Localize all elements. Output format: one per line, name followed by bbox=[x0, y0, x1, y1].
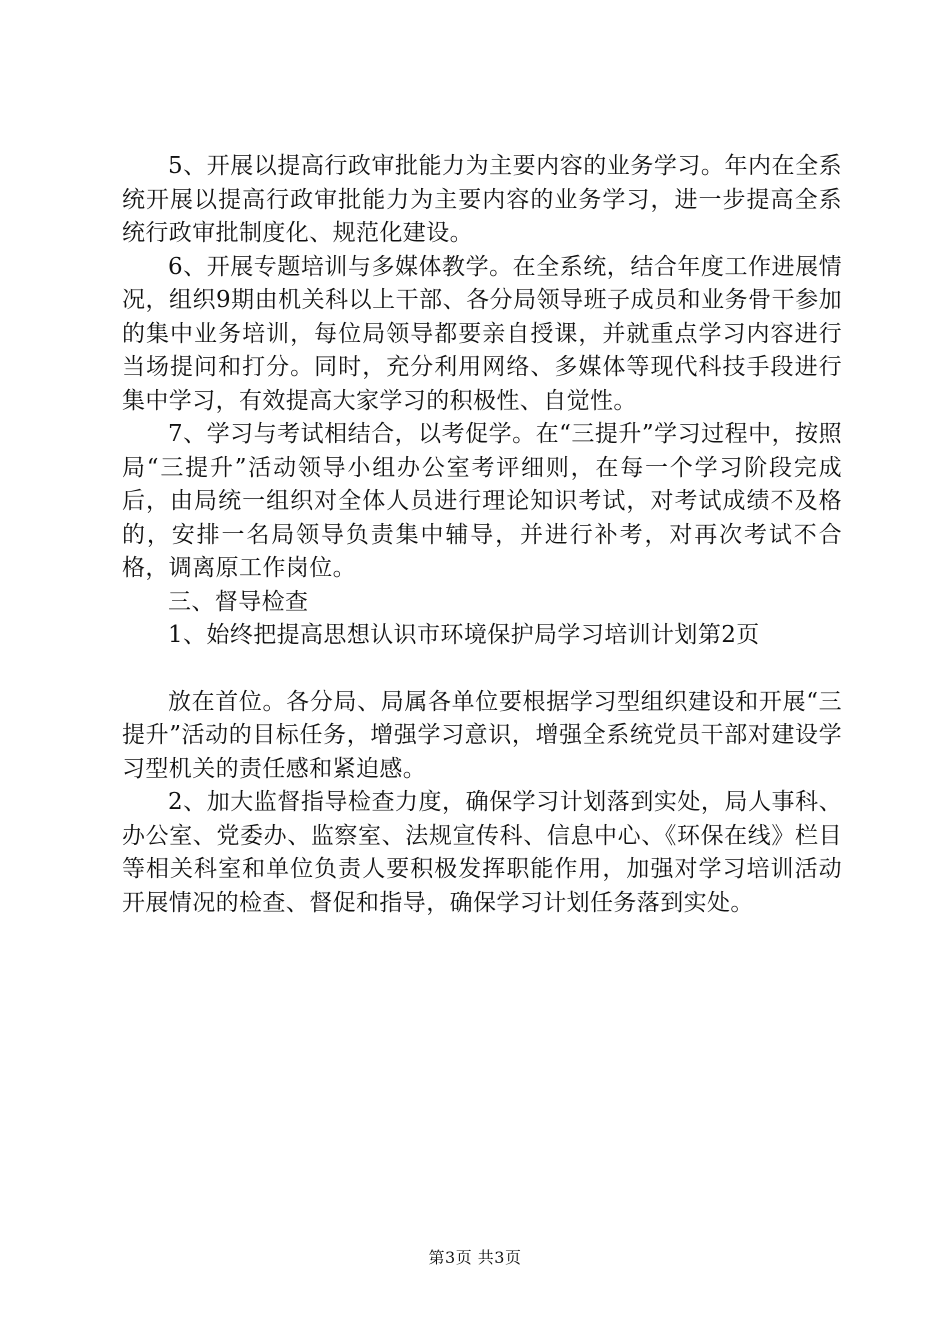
paragraph-item-7: 7、学习与考试相结合，以考促学。在“三提升”学习过程中，按照局“三提升”活动领导小组办公室考评细则，在每一个学习阶段完成后，由局统一组织对全体人员进行理论知识考试，对考试成绩不及格的，安排一名局领导负责集中辅导，并进行补考，对再次考试不合格，调离原工作岗位。 bbox=[122, 421, 842, 581]
page-footer: 第3页 共3页 bbox=[428, 1248, 522, 1267]
document-body bbox=[122, 150, 842, 920]
paragraph-supervision-2: 2、加大监督指导检查力度，确保学习计划落到实处，局人事科、办公室、党委办、监察室、法规宣传科、信息中心、《环保在线》栏目等相关科室和单位负责人要积极发挥职能作用，加强对学习培训活动开展情况的检查、督促和指导，确保学习计划任务落到实处。 bbox=[122, 789, 842, 916]
paragraph-gap bbox=[122, 653, 842, 686]
paragraph-item-6: 6、开展专题培训与多媒体教学。在全系统，结合年度工作进展情况，组织9期由机关科以上干部、各分局领导班子成员和业务骨干参加的集中业务培训，每位局领导都要亲自授课，并就重点学习内容进行当场提问和打分。同时，充分利用网络、多媒体等现代科技手段进行集中学习，有效提高大家学习的积极性、自觉性。 bbox=[122, 253, 842, 414]
paragraph-supervision-1-start: 1、始终把提高思想认识市环境保护局学习培训计划第2页 bbox=[168, 622, 760, 648]
paragraph-supervision-1-continued: 放在首位。各分局、局属各单位要根据学习型组织建设和开展“三提升”活动的目标任务，增强学习意识，增强全系统党员干部对建设学习型机关的责任感和紧迫感。 bbox=[122, 688, 842, 782]
section-heading-supervision: 三、督导检查 bbox=[168, 588, 309, 615]
paragraph-item-5: 5、开展以提高行政审批能力为主要内容的业务学习。年内在全系统开展以提高行政审批能力为主要内容的业务学习，进一步提高全系统行政审批制度化、规范化建设。 bbox=[122, 153, 842, 246]
